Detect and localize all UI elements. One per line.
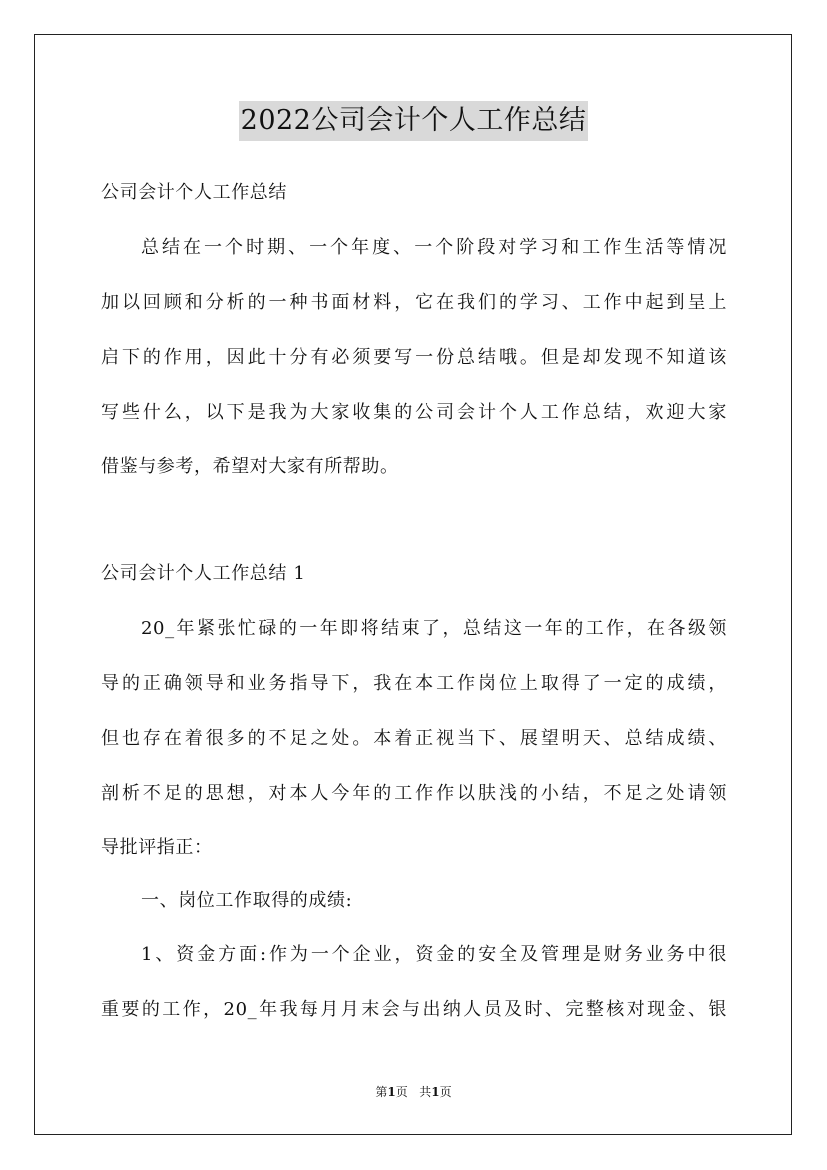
- paragraph-line: 总结在一个时期、一个年度、一个阶段对学习和工作生活等情况: [141, 237, 727, 258]
- paragraph-line: 导批评指正：: [101, 837, 213, 858]
- paragraph-line: 加以回顾和分析的一种书面材料，它在我们的学习、工作中起到呈上: [101, 292, 727, 313]
- paragraph-line: 借鉴与参考，希望对大家有所帮助。: [101, 456, 399, 477]
- paragraph-line: 但也存在着很多的不足之处。本着正视当下、展望明天、总结成绩、: [101, 728, 727, 749]
- paragraph-line: 20_年紧张忙碌的一年即将结束了，总结这一年的工作，在各级领: [141, 618, 727, 639]
- page-prefix: 第: [375, 1085, 388, 1099]
- section-heading: 公司会计个人工作总结 1: [101, 563, 306, 584]
- total-unit: 页: [439, 1085, 452, 1099]
- title-container: [0, 101, 827, 141]
- paragraph-line: 剖析不足的思想，对本人今年的工作作以肤浅的小结，不足之处请领: [101, 783, 727, 804]
- section-heading: 公司会计个人工作总结: [101, 182, 287, 203]
- paragraph-line: 1、资金方面:作为一个企业，资金的安全及管理是财务业务中很: [141, 944, 727, 965]
- document-title: 2022公司会计个人工作总结: [239, 101, 589, 141]
- paragraph-line: 导的正确领导和业务指导下，我在本工作岗位上取得了一定的成绩，: [101, 673, 727, 694]
- page-number: 1: [387, 1085, 396, 1099]
- subsection-heading: 一、岗位工作取得的成绩:: [141, 890, 353, 911]
- page-unit: 页: [395, 1085, 408, 1099]
- paragraph-line: 写些什么，以下是我为大家收集的公司会计个人工作总结，欢迎大家: [101, 402, 727, 423]
- total-pages: 1: [431, 1085, 440, 1099]
- page-footer: [0, 1083, 827, 1100]
- paragraph-line: 启下的作用，因此十分有必须要写一份总结哦。但是却发现不知道该: [101, 347, 727, 368]
- paragraph-line: 重要的工作，20_年我每月月末会与出纳人员及时、完整核对现金、银: [101, 999, 727, 1020]
- total-prefix: 共: [419, 1085, 432, 1099]
